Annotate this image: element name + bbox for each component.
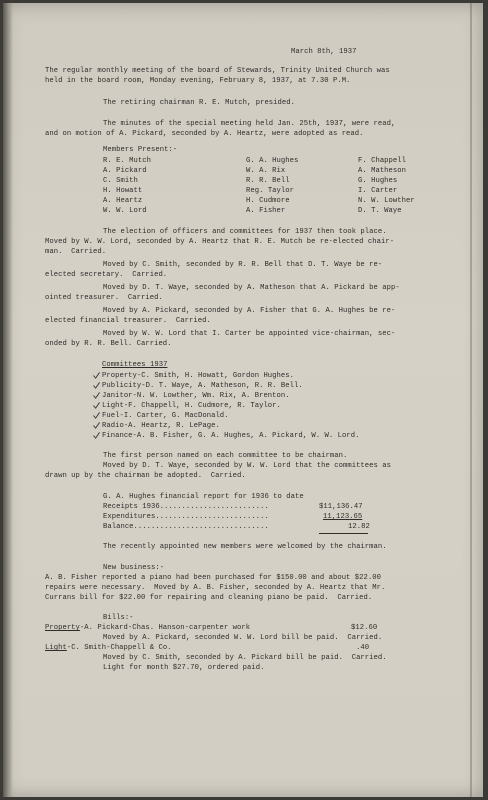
report-label: Expenditures..........................	[103, 513, 269, 521]
new-business-line-1: A. B. Fisher reported a piano had been purchased for $150.00 and about $22.00	[45, 574, 381, 582]
committee-item: Fuel-I. Carter, G. MacDonald.	[102, 412, 229, 420]
member-name: G. Hughes	[358, 177, 398, 185]
member-name: C. Smith	[103, 177, 138, 185]
election-line-11: onded by R. R. Bell. Carried.	[45, 340, 172, 348]
report-label: Balance...............................	[103, 523, 269, 531]
chairman-note-line-2: Moved by D. T. Waye, seconded by W. W. Lord that the committees as	[103, 462, 391, 470]
chairman-note-line-1: The first person named on each committee to be chairman.	[103, 452, 348, 460]
election-line-5: elected secretary. Carried.	[45, 271, 168, 279]
report-label: Receipts 1936.........................	[103, 503, 269, 511]
bill-description: -A. Pickard-Chas. Hanson-carpenter work	[79, 624, 251, 632]
member-name: A. Pickard	[103, 167, 147, 175]
election-line-7: ointed treasurer. Carried.	[45, 294, 163, 302]
member-name: H. Howatt	[103, 187, 143, 195]
committee-item: Light-F. Chappell, H. Cudmore, R. Taylor.	[102, 402, 281, 410]
member-name: R. E. Mutch	[103, 157, 151, 165]
member-name: A. Heartz	[103, 197, 143, 205]
minutes-line-1: The minutes of the special meeting held Jan. 25th, 1937, were read,	[103, 120, 396, 128]
election-line-1: The election of officers and committees for 1937 then took place.	[103, 228, 387, 236]
election-line-8: Moved by A. Pickard, seconded by A. Fisher that G. A. Hughes be re-	[103, 307, 396, 315]
member-name: G. A. Hughes	[246, 157, 299, 165]
check-mark-icon	[93, 382, 100, 389]
report-value: $11,136.47	[319, 503, 363, 511]
election-line-6: Moved by D. T. Waye, seconded by A. Matheson that A. Pickard be app-	[103, 284, 400, 292]
member-name: R. R. Bell	[246, 177, 290, 185]
bill-note: Light for month $27.70, ordered paid.	[103, 664, 265, 672]
member-name: W. A. Rix	[246, 167, 286, 175]
intro-line-1: The regular monthly meeting of the board of Stewards, Trinity United Church was	[45, 67, 390, 75]
minutes-page	[3, 3, 483, 797]
committee-item: Radio-A. Heartz, R. LePage.	[102, 422, 220, 430]
report-value: 11,123.65	[323, 513, 363, 521]
chairman-note-line-3: drawn up by the chairman be adopted. Carried.	[45, 472, 246, 480]
check-mark-icon	[93, 372, 100, 379]
election-line-3: man. Carried.	[45, 248, 107, 256]
election-line-9: elected financial treasurer. Carried.	[45, 317, 211, 325]
new-business-line-2: repairs were necessary. Moved by A. B. Fisher, seconded by A. Heartz that Mr.	[45, 584, 386, 592]
member-name: N. W. Lowther	[358, 197, 415, 205]
bill-category: Light	[45, 644, 67, 652]
election-line-2: Moved by W. W. Lord, seconded by A. Heartz that R. E. Mutch be re-elected chair-	[45, 238, 395, 246]
member-name: W. W. Lord	[103, 207, 147, 215]
member-name: Reg. Taylor	[246, 187, 294, 195]
election-line-4: Moved by C. Smith, seconded by R. R. Bell that D. T. Waye be re-	[103, 261, 383, 269]
minutes-line-2: and on motion of A. Pickard, seconded by A. Heartz, were adopted as read.	[45, 130, 364, 138]
check-mark-icon	[93, 412, 100, 419]
bills-heading: Bills:-	[103, 614, 134, 622]
check-mark-icon	[93, 392, 100, 399]
bill-description: -C. Smith-Chappell & Co.	[66, 644, 172, 652]
bill-entry	[45, 624, 250, 633]
meeting-date: March 8th, 1937	[291, 48, 357, 56]
election-line-10: Moved by W. W. Lord that I. Carter be appointed vice-chairman, sec-	[103, 330, 396, 338]
presided-line: The retiring chairman R. E. Mutch, presided.	[103, 99, 295, 107]
member-name: D. T. Waye	[358, 207, 402, 215]
committees-heading: Committees 1937	[102, 361, 168, 369]
committee-item: Property-C. Smith, H. Howatt, Gordon Hughes.	[102, 372, 294, 380]
bill-category: Property	[45, 624, 80, 632]
member-name: A. Matheson	[358, 167, 406, 175]
bill-amount: $12.60	[351, 624, 378, 632]
check-mark-icon	[93, 432, 100, 439]
check-mark-icon	[93, 422, 100, 429]
bill-motion: Moved by C. Smith, seconded by A. Pickard bill be paid. Carried.	[103, 654, 387, 662]
intro-line-2: held in the board room, Monday evening, February 8, 1937, at 7.30 P.M.	[45, 77, 351, 85]
committee-item: Publicity-D. T. Waye, A. Matheson, R. R. Bell.	[102, 382, 303, 390]
member-name: A. Fisher	[246, 207, 286, 215]
committee-item: Finance-A. B. Fisher, G. A. Hughes, A. Pickard, W. W. Lord.	[102, 432, 360, 440]
members-heading: Members Present:-	[103, 146, 178, 154]
page-fold	[470, 3, 472, 797]
committee-item: Janitor-N. W. Lowther, Wm. Rix, A. Brenton.	[102, 392, 290, 400]
member-name: H. Cudmore	[246, 197, 290, 205]
report-total-rule	[319, 533, 368, 534]
welcome-line: The recently appointed new members were welcomed by the chairman.	[103, 543, 387, 551]
report-title: G. A. Hughes financial report for 1936 to date	[103, 493, 304, 501]
report-value: 12.82	[348, 523, 370, 531]
member-name: F. Chappell	[358, 157, 406, 165]
bill-amount: .40	[356, 644, 370, 652]
bill-entry	[45, 644, 172, 653]
bill-motion: Moved by A. Pickard, seconded W. W. Lord bill be paid. Carried.	[103, 634, 383, 642]
new-business-heading: New business:-	[103, 564, 165, 572]
check-mark-icon	[93, 402, 100, 409]
member-name: I. Carter	[358, 187, 398, 195]
new-business-line-3: Currans bill for $22.00 for repairing and cleaning piano be paid. Carried.	[45, 594, 373, 602]
